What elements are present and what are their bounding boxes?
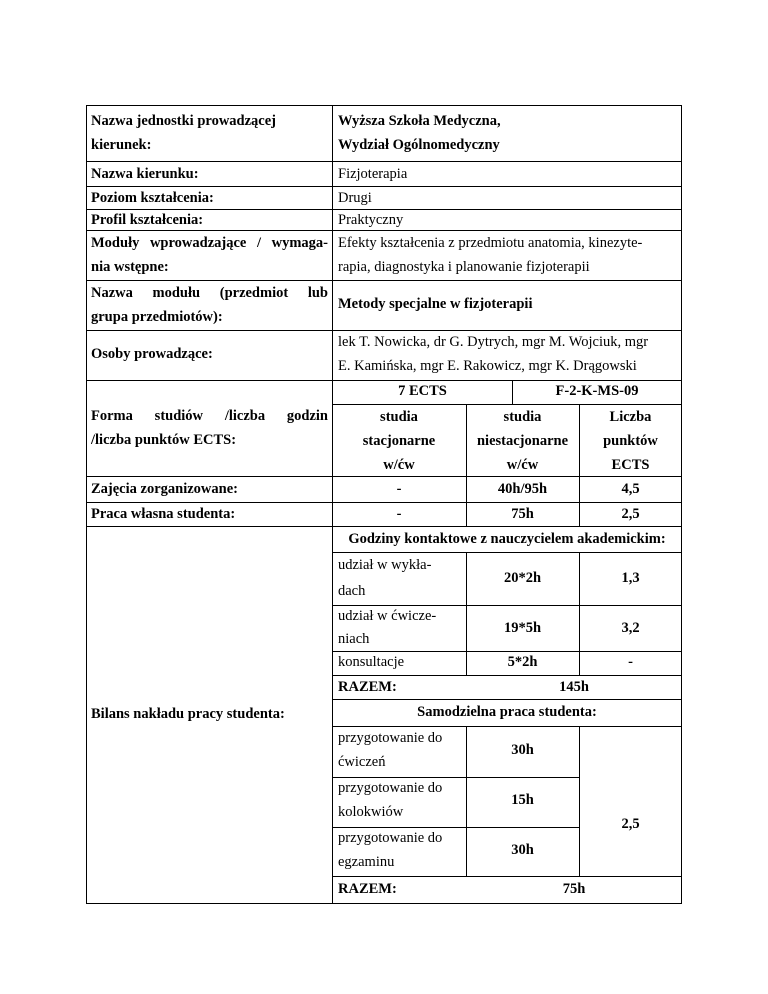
praca-wlasna-punkty: 2,5 bbox=[621, 506, 640, 522]
value-jednostka-line1: Wyższa Szkoła Medyczna, bbox=[338, 113, 501, 129]
przyg-kolokwiow-line1: przygotowanie do bbox=[338, 780, 443, 796]
border-left bbox=[86, 105, 87, 904]
word: / bbox=[256, 235, 261, 251]
course-code: F-2-K-MS-09 bbox=[555, 383, 639, 399]
label-nazwa-modulu-line2: grupa przedmiotów): bbox=[91, 309, 223, 325]
wyklady-label-line1: udział w wykła- bbox=[338, 557, 432, 573]
col-punkty-line2: punktów bbox=[603, 433, 658, 449]
row-sep bbox=[332, 605, 682, 606]
label-nazwa-modulu-line1 bbox=[91, 284, 328, 302]
przyg-kolokwiow-hours: 15h bbox=[511, 792, 534, 808]
row-sep bbox=[86, 209, 682, 210]
label-zajecia: Zajęcia zorganizowane: bbox=[91, 481, 238, 497]
razem-kontaktowe-value: 145h bbox=[559, 679, 589, 695]
cwiczenia-label-line2: niach bbox=[338, 631, 370, 647]
godziny-kontaktowe-header: Godziny kontaktowe z nauczycielem akademickim: bbox=[348, 531, 666, 547]
col-sep bbox=[579, 726, 580, 876]
przyg-egzaminu-line1: przygotowanie do bbox=[338, 830, 443, 846]
row-sep bbox=[86, 330, 682, 331]
cwiczenia-ects: 3,2 bbox=[621, 620, 640, 636]
label-moduly-line1 bbox=[91, 234, 328, 252]
row-sep bbox=[86, 526, 682, 527]
konsultacje-ects: - bbox=[628, 654, 633, 670]
label-jednostka-line2: kierunek: bbox=[91, 137, 152, 153]
word: (przedmiot bbox=[219, 285, 289, 301]
praca-wlasna-stacjonarne: - bbox=[396, 506, 402, 522]
row-sep bbox=[86, 186, 682, 187]
praca-wlasna-niestacjonarne: 75h bbox=[511, 506, 534, 522]
label-moduly-line2: nia wstępne: bbox=[91, 259, 169, 275]
row-sep bbox=[332, 675, 682, 676]
row-sep bbox=[86, 476, 682, 477]
value-osoby-line1: lek T. Nowicka, dr G. Dytrych, mgr M. Wojciuk, mgr bbox=[338, 334, 649, 350]
row-sep bbox=[86, 230, 682, 231]
przyg-egzaminu-line2: egzaminu bbox=[338, 854, 395, 870]
row-sep bbox=[86, 502, 682, 503]
border-bottom bbox=[86, 903, 682, 904]
zajecia-stacjonarne: - bbox=[396, 481, 402, 497]
word: Nazwa bbox=[91, 285, 133, 301]
value-nazwa-modulu: Metody specjalne w fizjoterapii bbox=[338, 296, 533, 312]
value-osoby-line2: E. Kamińska, mgr E. Rakowicz, mgr K. Drągowski bbox=[338, 358, 637, 374]
label-profil: Profil kształcenia: bbox=[91, 212, 204, 228]
przyg-cwiczen-hours: 30h bbox=[511, 742, 534, 758]
row-sep bbox=[332, 726, 682, 727]
word: lub bbox=[307, 285, 328, 301]
row-sep bbox=[332, 404, 682, 405]
konsultacje-label: konsultacje bbox=[338, 654, 405, 670]
row-sep bbox=[332, 651, 682, 652]
word: studiów bbox=[154, 408, 204, 424]
col-niestacjonarne-line3: w/ćw bbox=[506, 457, 539, 473]
row-sep bbox=[332, 876, 682, 877]
word: Moduły bbox=[91, 235, 140, 251]
przyg-cwiczen-line1: przygotowanie do bbox=[338, 730, 443, 746]
col-niestacjonarne-line2: niestacjonarne bbox=[476, 433, 568, 449]
value-poziom: Drugi bbox=[338, 190, 372, 206]
label-jednostka-line1: Nazwa jednostki prowadzącej bbox=[91, 113, 276, 129]
word: wprowadzające bbox=[149, 235, 247, 251]
row-sep bbox=[332, 777, 580, 778]
przyg-kolokwiow-line2: kolokwiów bbox=[338, 804, 404, 820]
col-punkty-line1: Liczba bbox=[609, 409, 652, 425]
col-stacjonarne-line2: stacjonarne bbox=[362, 433, 436, 449]
wyklady-ects: 1,3 bbox=[621, 570, 640, 586]
value-kierunek: Fizjoterapia bbox=[338, 166, 408, 182]
row-sep bbox=[86, 380, 682, 381]
samodzielna-praca-header: Samodzielna praca studenta: bbox=[417, 704, 597, 720]
wyklady-hours: 20*2h bbox=[503, 570, 542, 586]
col-punkty-line3: ECTS bbox=[611, 457, 650, 473]
razem-kontaktowe-label: RAZEM: bbox=[338, 679, 397, 695]
word: /liczba bbox=[224, 408, 266, 424]
border-top bbox=[86, 105, 682, 106]
label-praca-wlasna: Praca własna studenta: bbox=[91, 506, 236, 522]
row-sep bbox=[332, 552, 682, 553]
value-jednostka-line2: Wydział Ogólnomedyczny bbox=[338, 137, 500, 153]
col-stacjonarne-line1: studia bbox=[380, 409, 418, 425]
przyg-egzaminu-hours: 30h bbox=[511, 842, 534, 858]
label-forma-line1 bbox=[91, 407, 328, 425]
cwiczenia-hours: 19*5h bbox=[503, 620, 542, 636]
przyg-cwiczen-line2: ćwiczeń bbox=[338, 754, 386, 770]
konsultacje-hours: 5*2h bbox=[507, 654, 538, 670]
word: wymaga- bbox=[271, 235, 328, 251]
label-bilans: Bilans nakładu pracy studenta: bbox=[91, 706, 285, 722]
word: Forma bbox=[91, 408, 133, 424]
word: modułu bbox=[152, 285, 201, 301]
label-poziom: Poziom kształcenia: bbox=[91, 190, 214, 206]
label-kierunek: Nazwa kierunku: bbox=[91, 166, 199, 182]
label-osoby: Osoby prowadzące: bbox=[91, 346, 213, 362]
value-moduly-line2: rapia, diagnostyka i planowanie fizjoterapii bbox=[338, 259, 590, 275]
value-profil: Praktyczny bbox=[338, 212, 404, 228]
row-sep bbox=[86, 161, 682, 162]
zajecia-niestacjonarne: 40h/95h bbox=[497, 481, 548, 497]
ects-total: 7 ECTS bbox=[398, 383, 447, 399]
row-sep bbox=[86, 280, 682, 281]
cwiczenia-label-line1: udział w ćwicze- bbox=[338, 608, 437, 624]
value-moduly-line1: Efekty kształcenia z przedmiotu anatomia, kinezyte- bbox=[338, 235, 643, 251]
razem-samodzielna-label: RAZEM: bbox=[338, 881, 397, 897]
col-niestacjonarne-line1: studia bbox=[503, 409, 542, 425]
label-forma-line2: /liczba punktów ECTS: bbox=[91, 432, 237, 448]
word: godzin bbox=[286, 408, 328, 424]
razem-samodzielna-value: 75h bbox=[562, 881, 586, 897]
wyklady-label-line2: dach bbox=[338, 583, 366, 599]
samodzielna-ects: 2,5 bbox=[621, 816, 640, 832]
zajecia-punkty: 4,5 bbox=[621, 481, 640, 497]
row-sep bbox=[332, 827, 580, 828]
col-stacjonarne-line3: w/ćw bbox=[383, 457, 415, 473]
row-sep bbox=[332, 699, 682, 700]
